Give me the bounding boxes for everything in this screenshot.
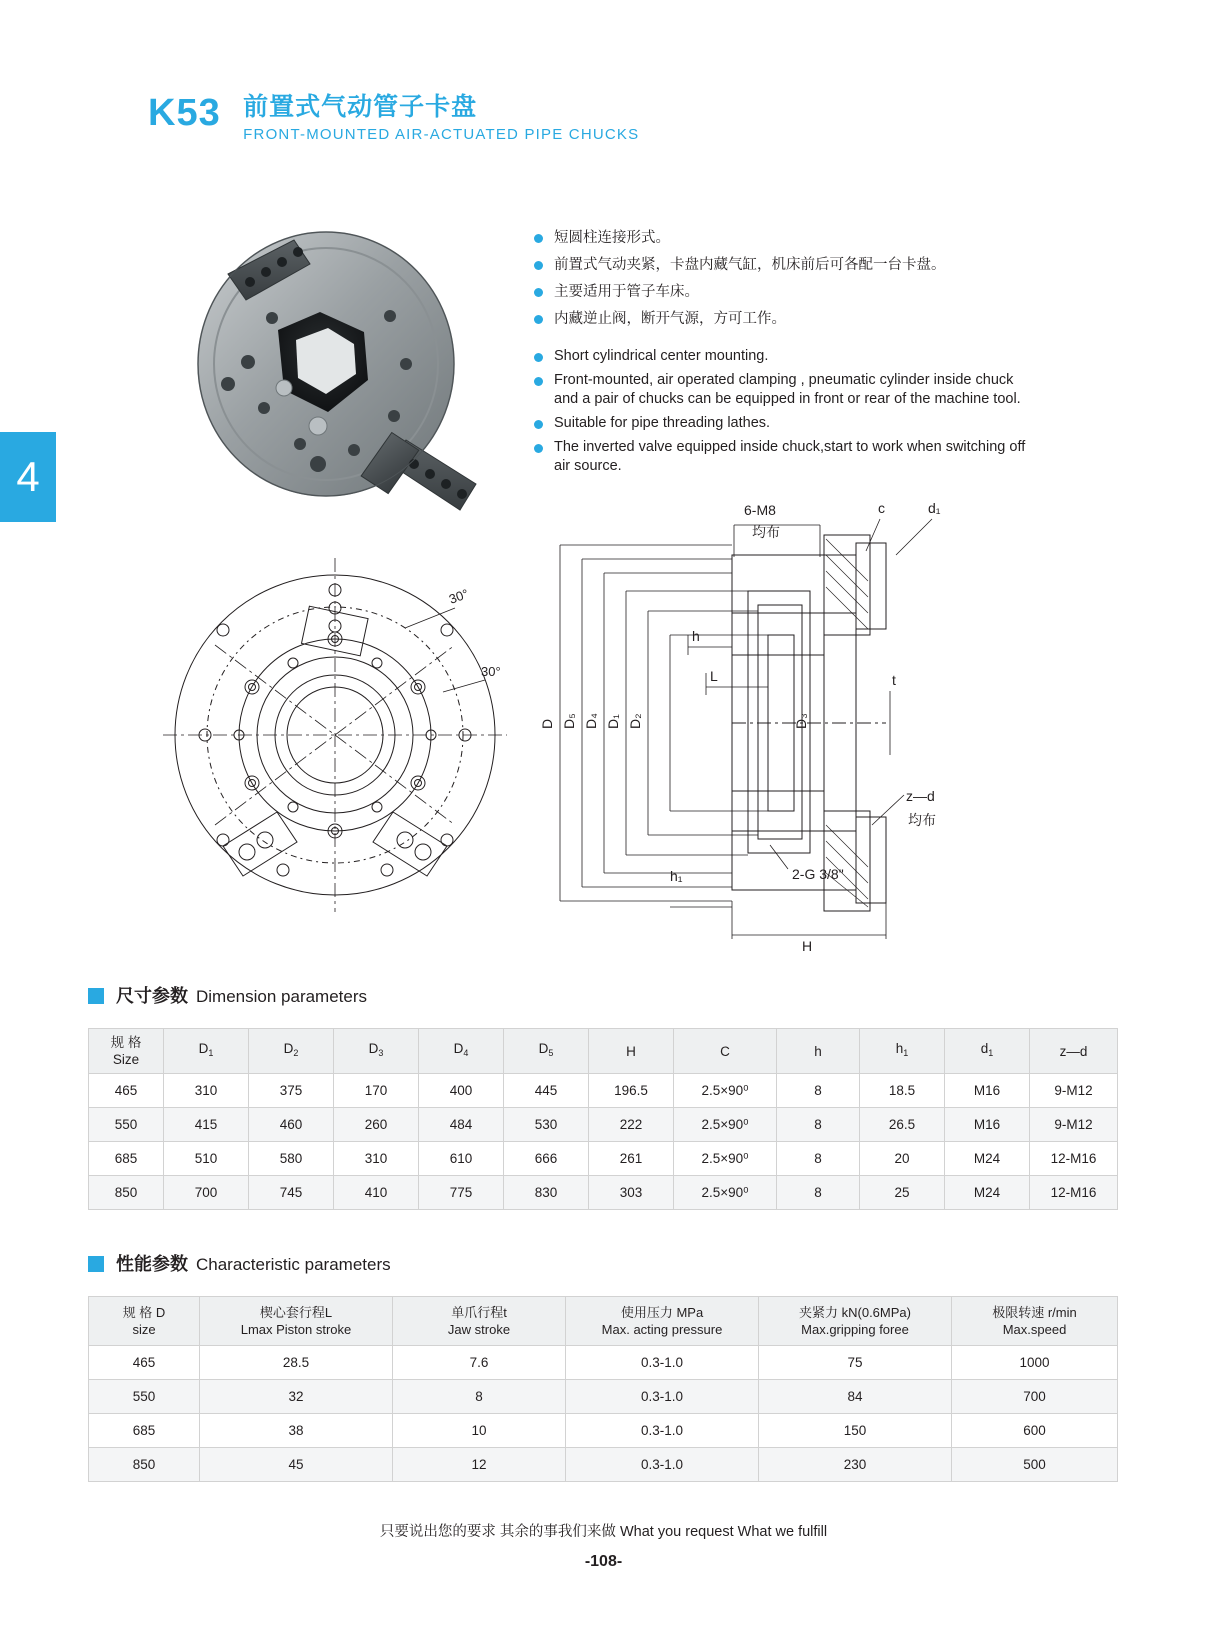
label-zd: z—d [906,788,935,804]
cell: 465 [89,1346,200,1380]
col-jaw-stroke: 单爪行程t Jaw stroke [393,1297,566,1346]
cell: 510 [164,1142,249,1176]
cell: 261 [589,1142,674,1176]
feature-item: 主要适用于管子车床。 [532,282,1032,302]
cell: 830 [504,1176,589,1210]
page-header [148,92,639,145]
col-d2: $D_2$ [249,1029,334,1074]
cell: 75 [759,1346,952,1380]
col-h: H [589,1029,674,1074]
cell: 25 [860,1176,945,1210]
section-heading-characteristic [88,1250,391,1276]
label-junbu-bottom: 均布 [908,812,936,828]
dim-D: D [539,718,555,729]
feature-item: Suitable for pipe threading lathes. [532,414,1032,433]
table-row [89,1108,1118,1142]
cell: 150 [759,1414,952,1448]
feature-item: The inverted valve equipped inside chuck,start to work when switching off air source. [532,438,1032,476]
cell: 12 [393,1448,566,1482]
cell: 550 [89,1380,200,1414]
cell: 260 [334,1108,419,1142]
cell: 2.5×90⁰ [674,1108,777,1142]
table-row [89,1414,1118,1448]
label-H: H [802,938,813,954]
cell: 445 [504,1074,589,1108]
footer-slogan: 只要说出您的要求 其余的事我们来做 What you request What we fulfill [379,1524,828,1540]
feature-list [532,228,1032,481]
cell: 8 [393,1380,566,1414]
angle-label-2: 30° [481,664,501,679]
table-row [89,1448,1118,1482]
col-size: 规 格 Size [89,1029,164,1074]
dim-D1: D₁ [605,714,621,729]
dim-L: L [710,668,718,684]
col-d4: $D_4$ [419,1029,504,1074]
dim-D2: D₂ [627,713,643,729]
cell: 18.5 [860,1074,945,1108]
col-c: C [674,1029,777,1074]
title-block [243,92,639,145]
col-piston-stroke: 楔心套行程L Lmax Piston stroke [200,1297,393,1346]
section-title-en: Dimension parameters [196,987,368,1006]
dim-D3: D₃ [793,713,809,729]
table-row [89,1346,1118,1380]
cell: 0.3-1.0 [566,1448,759,1482]
cell: 303 [589,1176,674,1210]
feature-list-cn [532,228,1032,329]
chapter-tab: 4 [0,432,56,522]
label-d1: d₁ [928,500,941,516]
col-gripping-force: 夹紧力 kN(0.6MPa) Max.gripping foree [759,1297,952,1346]
cell: 400 [419,1074,504,1108]
section-heading-dimension [88,982,367,1008]
cell: 410 [334,1176,419,1210]
cell: 0.3-1.0 [566,1380,759,1414]
cell: 500 [952,1448,1118,1482]
cell: 170 [334,1074,419,1108]
cell: 32 [200,1380,393,1414]
product-photo [168,212,488,512]
cell: 600 [952,1414,1118,1448]
section-marker [88,988,104,1004]
cell: 8 [777,1108,860,1142]
cell: 12-M16 [1030,1142,1118,1176]
cell: 9-M12 [1030,1108,1118,1142]
cell: 8 [777,1176,860,1210]
table-row [89,1380,1118,1414]
characteristic-table [88,1296,1118,1482]
cell: 415 [164,1108,249,1142]
cell: 26.5 [860,1108,945,1142]
cell: 375 [249,1074,334,1108]
cell: 45 [200,1448,393,1482]
cell: 196.5 [589,1074,674,1108]
cell: 745 [249,1176,334,1210]
cell: 700 [164,1176,249,1210]
table-row [89,1176,1118,1210]
col-d3: $D_3$ [334,1029,419,1074]
col-size: 规 格 D size [89,1297,200,1346]
col-d1cap: $d_1$ [945,1029,1030,1074]
cell: 310 [334,1142,419,1176]
model-code: K53 [148,92,221,134]
cell: 530 [504,1108,589,1142]
col-h-small: h [777,1029,860,1074]
table-header-row [89,1297,1118,1346]
cell: 10 [393,1414,566,1448]
cell: 2.5×90⁰ [674,1142,777,1176]
feature-list-en [532,347,1032,476]
col-zd: z—d [1030,1029,1118,1074]
feature-item: 短圆柱连接形式。 [532,228,1032,248]
cell: 230 [759,1448,952,1482]
angle-label-1: 30° [446,585,471,607]
section-marker [88,1256,104,1272]
page-number: -108- [584,1553,623,1570]
col-max-speed: 极限转速 r/min Max.speed [952,1297,1118,1346]
cell: 465 [89,1074,164,1108]
cell: 0.3-1.0 [566,1346,759,1380]
cell: 775 [419,1176,504,1210]
feature-item: Front-mounted, air operated clamping , pneumatic cylinder inside chuck and a pair of chucks can be equipped in front or rear of the machine tool. [532,371,1032,409]
col-d5: $D_5$ [504,1029,589,1074]
cell: 850 [89,1176,164,1210]
dim-D4: D₄ [583,713,599,729]
table-row [89,1142,1118,1176]
cell: 850 [89,1448,200,1482]
cell: M16 [945,1074,1030,1108]
label-junbu-top: 均布 [752,524,780,540]
dimension-table [88,1028,1118,1210]
col-h1: $h_1$ [860,1029,945,1074]
label-h1: h₁ [670,868,683,884]
cell: 9-M12 [1030,1074,1118,1108]
dim-t: t [892,672,896,688]
section-title-cn: 性能参数 [116,1254,188,1274]
cell: 2.5×90⁰ [674,1176,777,1210]
cell: 685 [89,1142,164,1176]
feature-item: 前置式气动夹紧，卡盘内藏气缸，机床前后可各配一台卡盘。 [532,255,1032,275]
cell: M24 [945,1142,1030,1176]
table-row [89,1074,1118,1108]
label-2g38: 2-G 3/8" [792,866,844,882]
cell: 460 [249,1108,334,1142]
feature-item: Short cylindrical center mounting. [532,347,1032,366]
cell: 685 [89,1414,200,1448]
label-c: c [878,500,885,516]
cell: 484 [419,1108,504,1142]
dim-D5: D₅ [561,713,577,729]
dim-h: h [692,628,700,644]
cell: 8 [777,1142,860,1176]
col-acting-pressure: 使用压力 MPa Max. acting pressure [566,1297,759,1346]
section-view-drawing [520,495,980,955]
cell: 222 [589,1108,674,1142]
table-header-row [89,1029,1118,1074]
section-title-en: Characteristic parameters [196,1255,391,1274]
cell: M24 [945,1176,1030,1210]
cell: 580 [249,1142,334,1176]
cell: 28.5 [200,1346,393,1380]
cell: 2.5×90⁰ [674,1074,777,1108]
cell: 12-M16 [1030,1176,1118,1210]
cell: 310 [164,1074,249,1108]
cell: 20 [860,1142,945,1176]
cell: M16 [945,1108,1030,1142]
cell: 550 [89,1108,164,1142]
front-view-drawing [155,540,535,940]
cell: 84 [759,1380,952,1414]
cell: 7.6 [393,1346,566,1380]
cell: 8 [777,1074,860,1108]
label-6m8: 6-M8 [744,502,776,518]
cell: 1000 [952,1346,1118,1380]
title-english: FRONT-MOUNTED AIR-ACTUATED PIPE CHUCKS [243,126,640,143]
feature-item: 内藏逆止阀，断开气源，方可工作。 [532,309,1032,329]
title-chinese: 前置式气动管子卡盘 [243,93,478,121]
cell: 700 [952,1380,1118,1414]
cell: 666 [504,1142,589,1176]
cell: 0.3-1.0 [566,1414,759,1448]
section-title-cn: 尺寸参数 [116,986,188,1006]
col-d1: $D_1$ [164,1029,249,1074]
cell: 38 [200,1414,393,1448]
cell: 610 [419,1142,504,1176]
